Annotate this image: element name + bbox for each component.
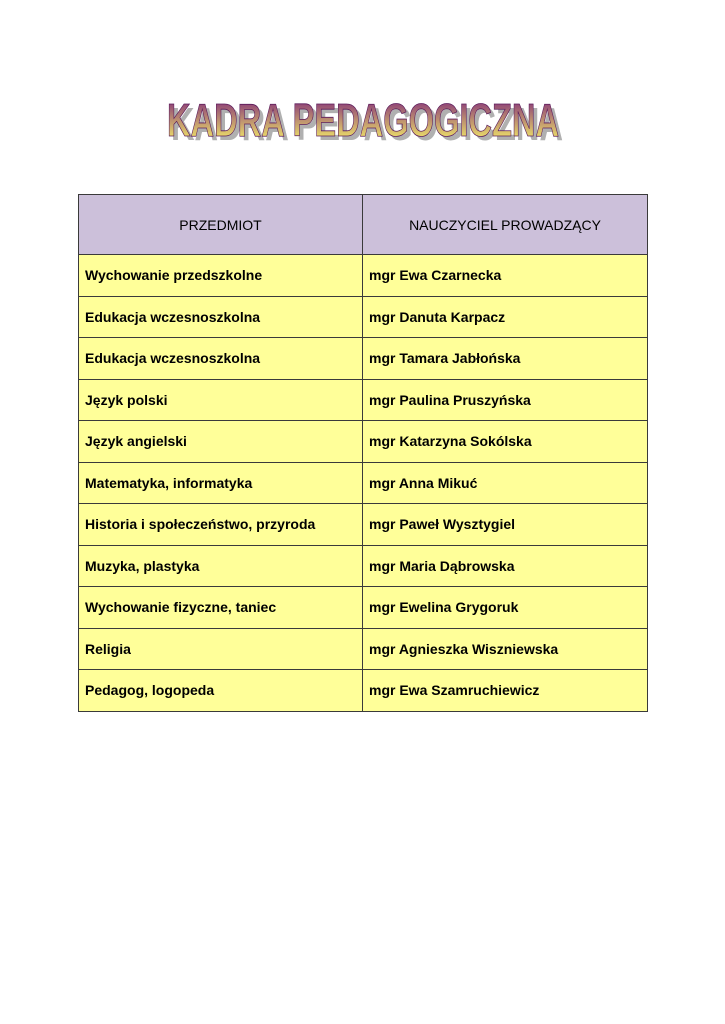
- table-row: [79, 587, 648, 629]
- staff-table: [78, 194, 648, 712]
- table-row: [79, 379, 648, 421]
- teacher-cell: mgr Ewa Czarnecka: [363, 255, 648, 297]
- table-row: [79, 421, 648, 463]
- teacher-cell: mgr Paweł Wysztygiel: [363, 504, 648, 546]
- subject-cell: Język polski: [79, 379, 363, 421]
- subject-cell: Edukacja wczesnoszkolna: [79, 338, 363, 380]
- teacher-cell: mgr Danuta Karpacz: [363, 296, 648, 338]
- teacher-cell: mgr Anna Mikuć: [363, 462, 648, 504]
- title-wordart: [153, 78, 573, 148]
- teacher-cell: mgr Maria Dąbrowska: [363, 545, 648, 587]
- table-header-row: [79, 195, 648, 255]
- table-row: [79, 628, 648, 670]
- table-row: [79, 504, 648, 546]
- header-teacher: NAUCZYCIEL PROWADZĄCY: [363, 195, 648, 255]
- subject-cell: Język angielski: [79, 421, 363, 463]
- table-row: [79, 338, 648, 380]
- teacher-cell: mgr Katarzyna Sokólska: [363, 421, 648, 463]
- header-subject: PRZEDMIOT: [79, 195, 363, 255]
- teacher-cell: mgr Tamara Jabłońska: [363, 338, 648, 380]
- table-row: [79, 296, 648, 338]
- subject-cell: Muzyka, plastyka: [79, 545, 363, 587]
- teacher-cell: mgr Agnieszka Wiszniewska: [363, 628, 648, 670]
- subject-cell: Wychowanie fizyczne, taniec: [79, 587, 363, 629]
- title-shadow: KADRA PEDAGOGICZNA: [170, 98, 563, 148]
- subject-cell: Religia: [79, 628, 363, 670]
- subject-cell: Pedagog, logopeda: [79, 670, 363, 712]
- teacher-cell: mgr Ewelina Grygoruk: [363, 587, 648, 629]
- subject-cell: Wychowanie przedszkolne: [79, 255, 363, 297]
- teacher-cell: mgr Paulina Pruszyńska: [363, 379, 648, 421]
- subject-cell: Matematyka, informatyka: [79, 462, 363, 504]
- table-row: [79, 670, 648, 712]
- subject-cell: Historia i społeczeństwo, przyroda: [79, 504, 363, 546]
- table-row: [79, 545, 648, 587]
- title-text: KADRA PEDAGOGICZNA: [166, 94, 559, 146]
- table-row: [79, 462, 648, 504]
- teacher-cell: mgr Ewa Szamruchiewicz: [363, 670, 648, 712]
- table-row: [79, 255, 648, 297]
- page-title: [0, 78, 725, 148]
- subject-cell: Edukacja wczesnoszkolna: [79, 296, 363, 338]
